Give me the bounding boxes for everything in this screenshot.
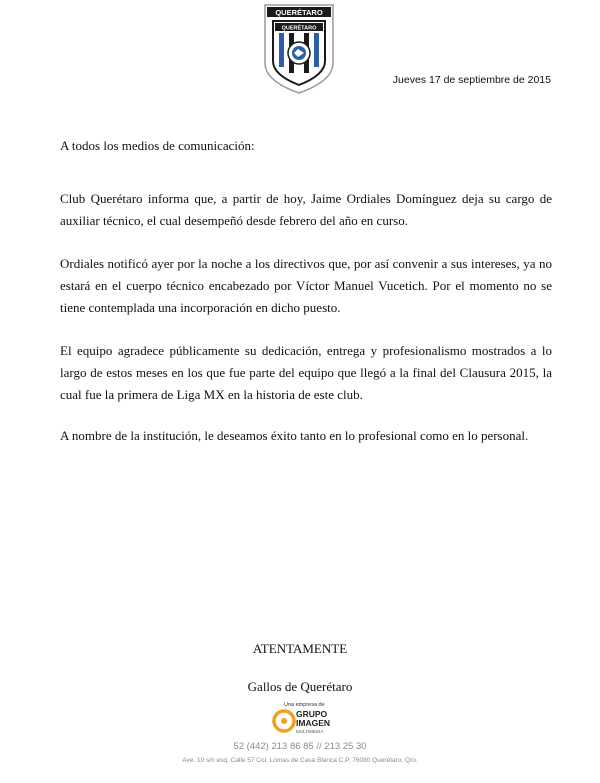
crest-band-text: QUERÉTARO [281,25,317,32]
letter-date: Jueves 17 de septiembre de 2015 [392,74,551,86]
sponsor-name-line1: GRUPO [296,709,328,719]
sponsor-name [296,710,330,727]
paragraph-farewell: A nombre de la institución, le deseamos éxito tanto en lo profesional como en lo personal. [60,428,529,443]
paragraph-details: Ordiales notificó ayer por la noche a los directivos que, por así convenir a sus intereses, ya no estará en el cuerpo técnico encabezado por Víctor Manuel Vucetich. Por el momento no se tiene contemplada una incorporación en dicho puesto. [60,256,552,315]
closing-word: ATENTAMENTE [252,641,348,656]
club-crest-logo [263,3,335,95]
sponsor-subtitle: MULTIMEDIA [296,729,324,734]
paragraph-announcement: Club Querétaro informa que, a partir de hoy, Jaime Ordiales Domínguez deja su cargo de auxiliar técnico, el cual desempeñó desde febrero del año en curso. [60,191,552,228]
paragraph-gratitude: El equipo agradece públicamente su dedicación, entrega y profesionalismo mostrados a lo largo de estos meses en los que fue parte del equipo que llegó a la final del Clausura 2015, la cual fue la primera de Liga MX en la historia de este club. [60,343,552,402]
footer-phones: 52 (442) 213 86 85 // 213 25 30 [233,741,367,752]
sponsor-prefix: Una empresa de [284,702,325,708]
crest-top-text: QUERÉTARO [275,8,323,17]
sponsor-name-line2: IMAGEN [296,717,330,728]
footer-address: Ave. 10 s/n esq. Calle 57 Col. Lomas de Casa Blanca C.P. 76080 Querétaro, Qro. [182,757,418,764]
salutation: A todos los medios de comunicación: [60,138,255,153]
signature: Gallos de Querétaro [247,679,353,694]
